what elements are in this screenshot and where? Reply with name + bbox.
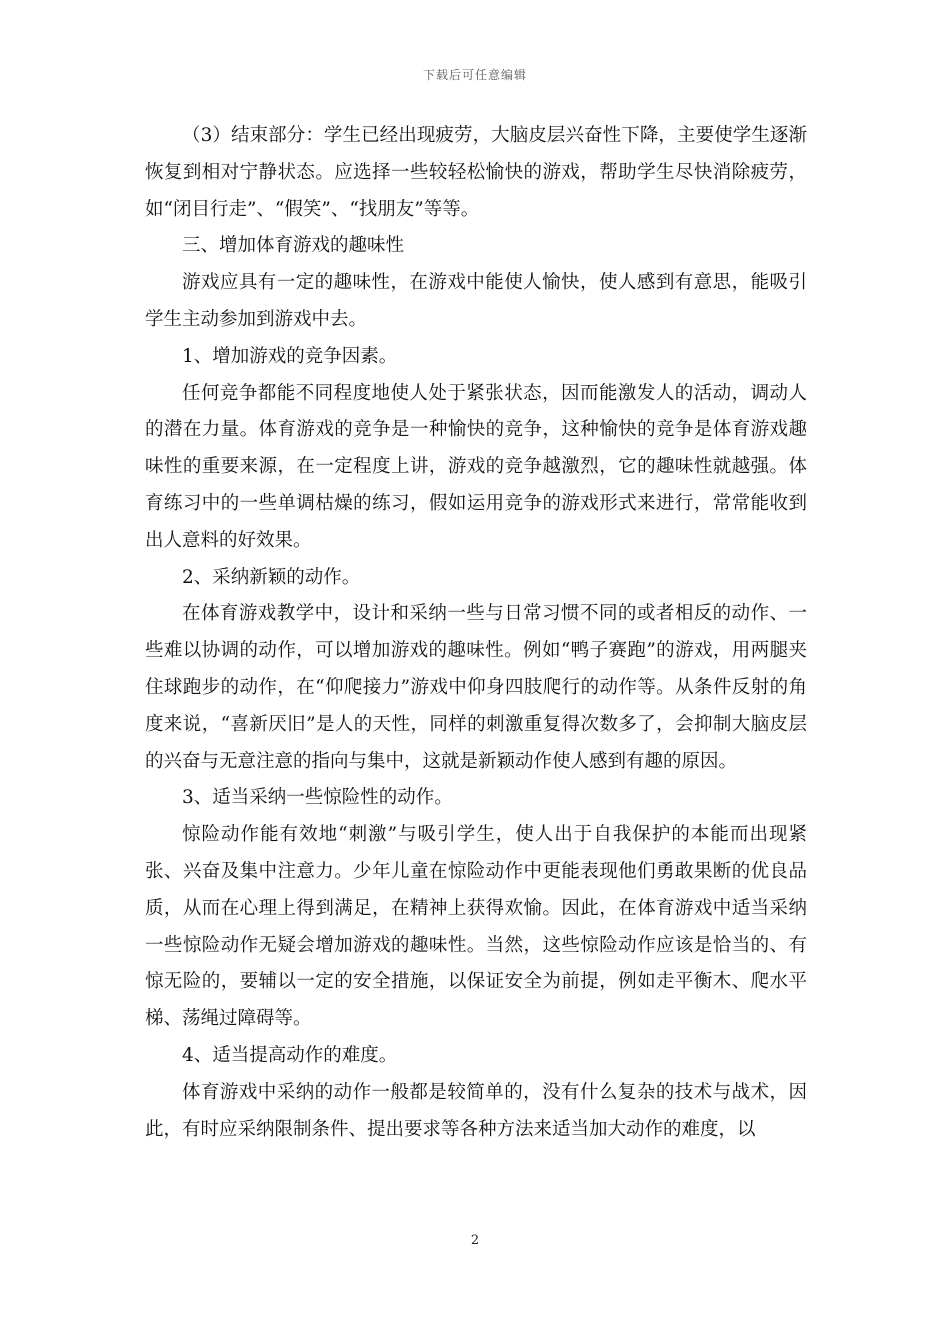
subheading-thrilling-actions: 3、适当采纳一些惊险性的动作。 bbox=[182, 787, 453, 809]
subheading-difficulty: 4、适当提高动作的难度。 bbox=[182, 1044, 398, 1066]
page-header: 下载后可任意编辑 bbox=[422, 68, 527, 82]
document-body bbox=[145, 118, 807, 1148]
paragraph-novel-actions: 在体育游戏教学中，设计和采纳一些与日常习惯不同的或者相反的动作、一些难以协调的动作，可以增加游戏的趣味性。例如“鸭子赛跑”的游戏，用两腿夹住球跑步的动作，在“仰爬接力”游戏中仰身四肢爬行的动作等。从条件反射的角度来说，“喜新厌旧”是人的天性，同样的刺激重复得次数多了，会抑制大脑皮层的兴奋与无意注意的指向与集中，这就是新颖动作使人感到有趣的原因。 bbox=[145, 603, 807, 772]
subheading-novel-actions: 2、采纳新颖的动作。 bbox=[182, 566, 361, 588]
paragraph-competition: 任何竞争都能不同程度地使人处于紧张状态，因而能激发人的活动，调动人的潜在力量。体育游戏的竞争是一种愉快的竞争，这种愉快的竞争是体育游戏趣味性的重要来源，在一定程度上讲，游戏的竞争越激烈，它的趣味性就越强。体育练习中的一些单调枯燥的练习，假如运用竞争的游戏形式来进行，常常能收到出人意料的好效果。 bbox=[145, 382, 807, 551]
paragraph-fun-intro: 游戏应具有一定的趣味性，在游戏中能使人愉快，使人感到有意思，能吸引学生主动参加到游戏中去。 bbox=[145, 272, 807, 330]
paragraph-conclusion-phase: （3）结束部分：学生已经出现疲劳，大脑皮层兴奋性下降，主要使学生逐渐恢复到相对宁静状态。应选择一些较轻松愉快的游戏，帮助学生尽快消除疲劳，如“闭目行走”、“假笑”、“找朋友”等等。 bbox=[145, 125, 807, 220]
paragraph-thrilling-actions: 惊险动作能有效地“刺激”与吸引学生，使人出于自我保护的本能而出现紧张、兴奋及集中注意力。少年儿童在惊险动作中更能表现他们勇敢果断的优良品质，从而在心理上得到满足，在精神上获得欢愉。因此，在体育游戏中适当采纳一些惊险动作无疑会增加游戏的趣味性。当然，这些惊险动作应该是恰当的、有惊无险的，要辅以一定的安全措施，以保证安全为前提，例如走平衡木、爬水平梯、荡绳过障碍等。 bbox=[145, 824, 807, 1030]
paragraph-difficulty: 体育游戏中采纳的动作一般都是较简单的，没有什么复杂的技术与战术，因此，有时应采纳限制条件、提出要求等各种方法来适当加大动作的难度，以 bbox=[145, 1081, 807, 1140]
section-heading-3: 三、增加体育游戏的趣味性 bbox=[182, 235, 405, 257]
subheading-competition: 1、增加游戏的竞争因素。 bbox=[182, 345, 398, 367]
page-number: 2 bbox=[470, 1233, 480, 1248]
